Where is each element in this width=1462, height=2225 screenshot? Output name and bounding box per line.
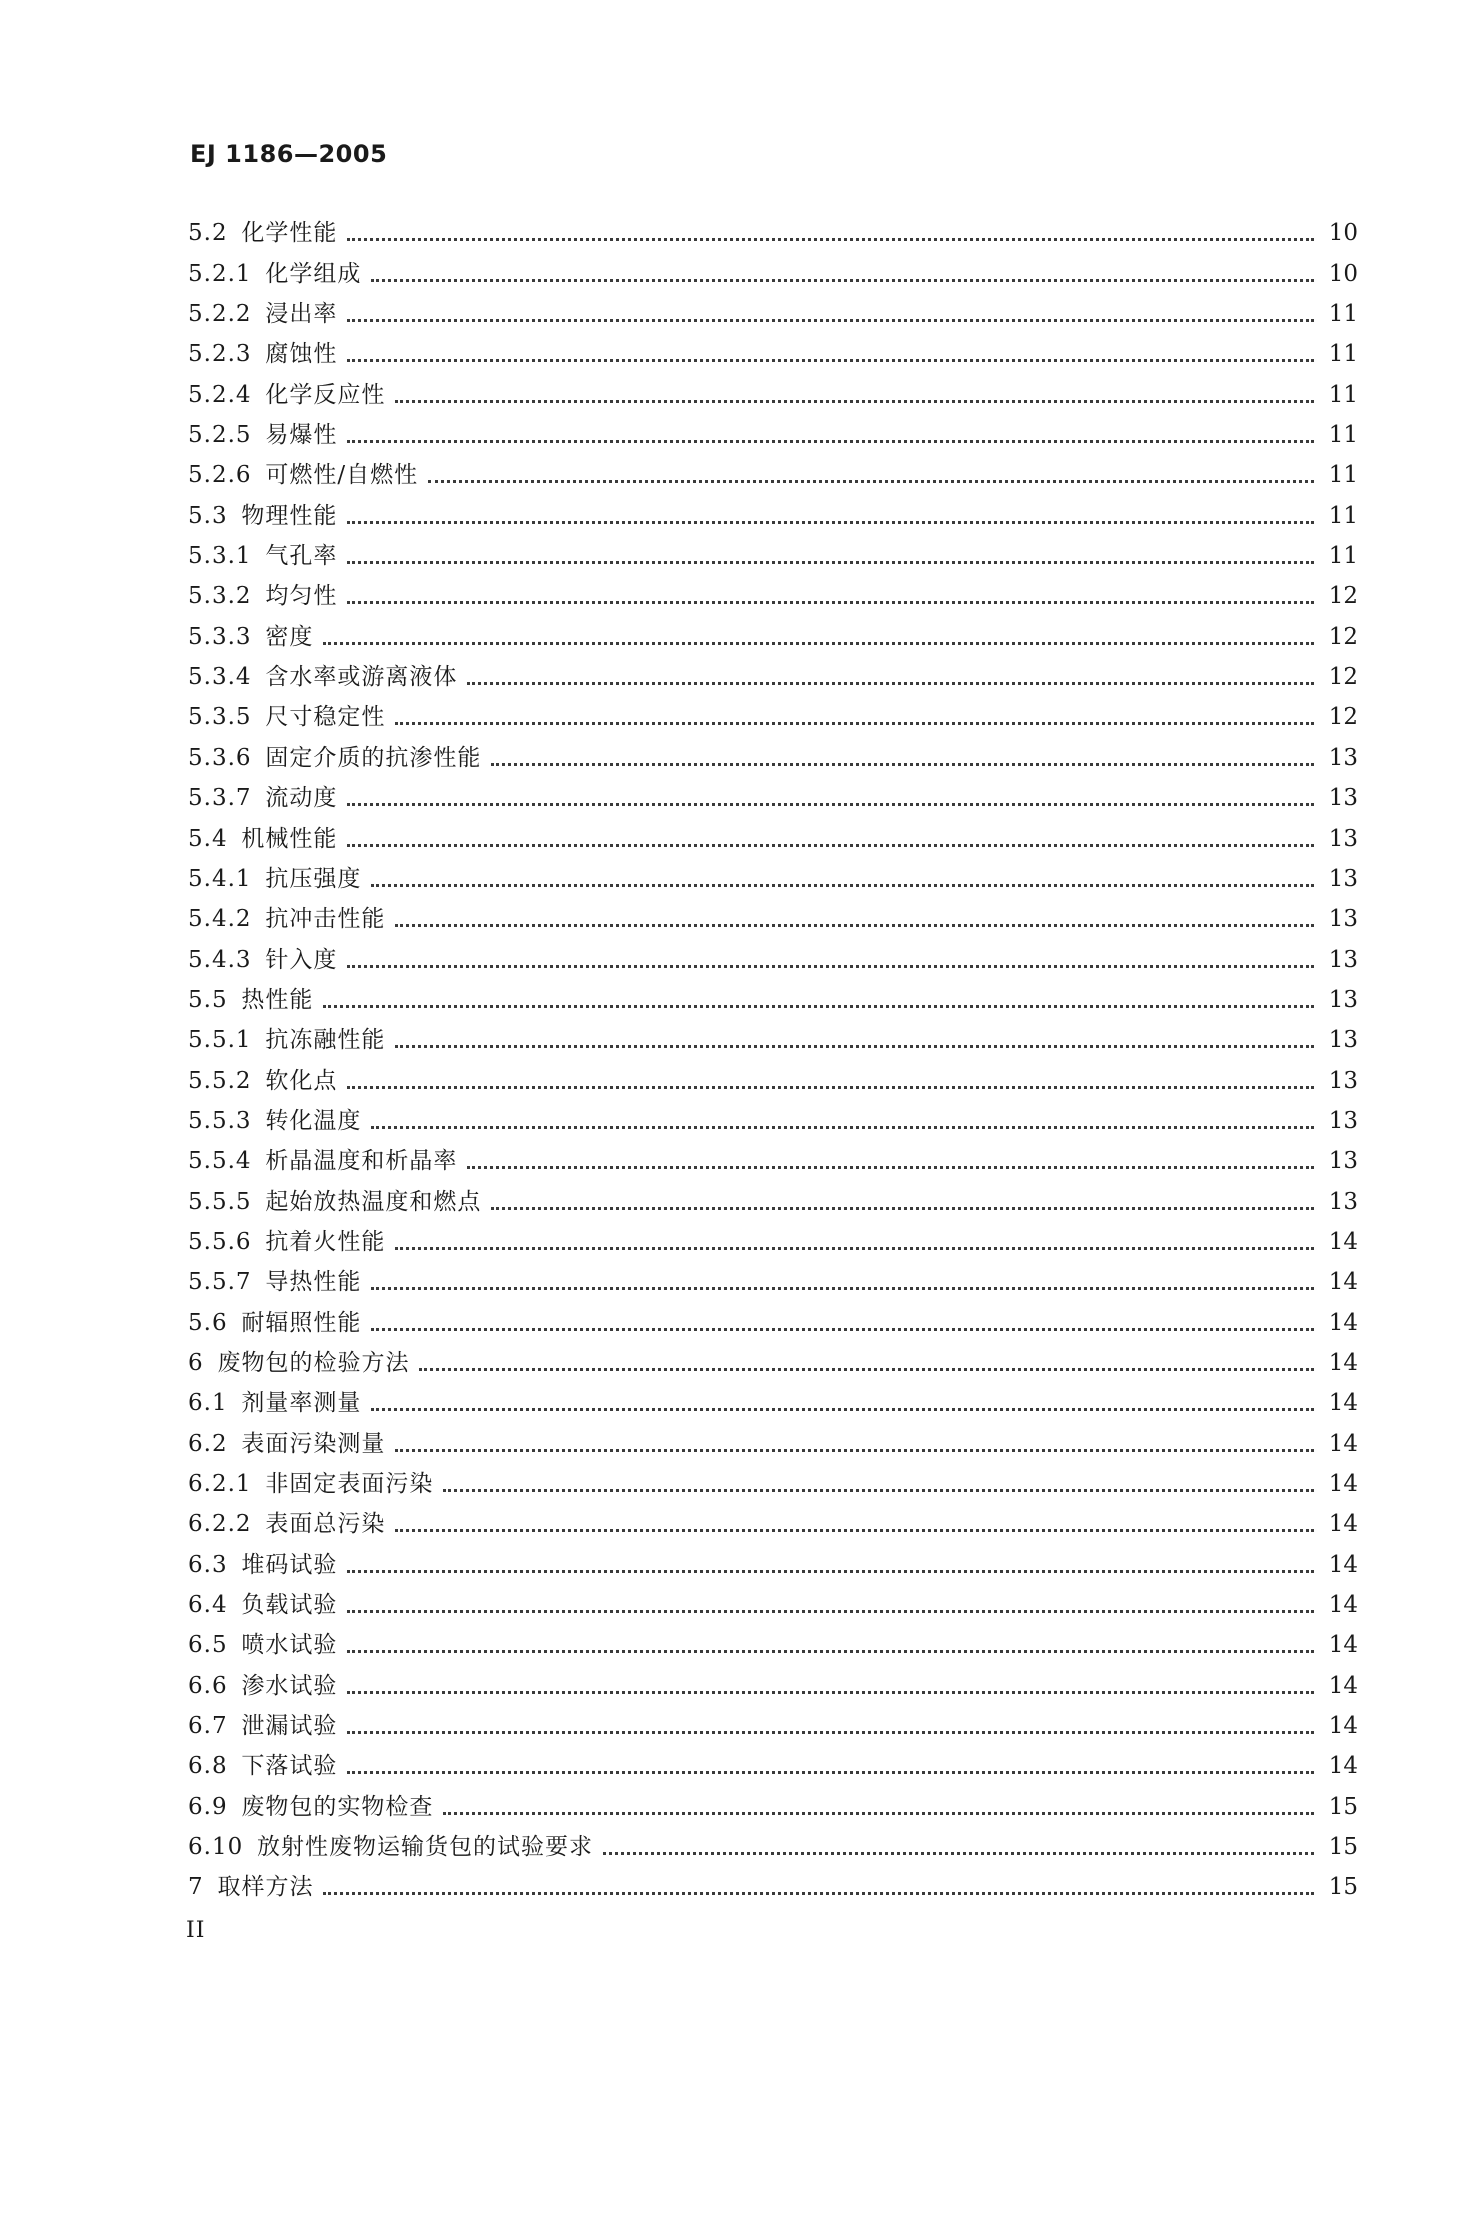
toc-entry-page-number: 14 bbox=[1328, 1672, 1358, 1699]
toc-entry-page-number: 14 bbox=[1328, 1713, 1358, 1740]
toc-entry-title: 废物包的检验方法 bbox=[217, 1349, 410, 1376]
toc-entry-title: 取样方法 bbox=[217, 1874, 314, 1901]
toc-entry-page-number: 14 bbox=[1328, 1632, 1358, 1659]
toc-entry-title: 析晶温度和析晶率 bbox=[265, 1148, 458, 1175]
toc-entry-page-number: 14 bbox=[1328, 1753, 1358, 1780]
toc-entry[interactable] bbox=[188, 1052, 1358, 1092]
toc-entry-title: 化学组成 bbox=[265, 260, 362, 287]
toc-entry[interactable] bbox=[188, 1335, 1358, 1375]
toc-entry[interactable] bbox=[188, 1093, 1358, 1133]
toc-entry-title: 放射性废物运输货包的试验要求 bbox=[257, 1834, 594, 1861]
toc-entry-page-number: 13 bbox=[1328, 1027, 1358, 1054]
toc-entry[interactable] bbox=[188, 1819, 1358, 1859]
toc-entry-number: 5.4.1 bbox=[188, 865, 252, 892]
toc-entry-number: 6.8 bbox=[188, 1753, 228, 1780]
toc-entry-title: 渗水试验 bbox=[241, 1672, 338, 1699]
toc-entry-page-number: 14 bbox=[1328, 1349, 1358, 1376]
toc-entry-title: 导热性能 bbox=[265, 1269, 362, 1296]
toc-entry-page-number: 12 bbox=[1328, 583, 1358, 610]
toc-entry-leader-dots bbox=[603, 1852, 1314, 1855]
toc-entry-title: 尺寸稳定性 bbox=[265, 704, 386, 731]
toc-entry[interactable] bbox=[188, 689, 1358, 729]
toc-entry-page-number: 13 bbox=[1328, 1067, 1358, 1094]
toc-entry-number: 6.1 bbox=[188, 1390, 228, 1417]
toc-entry-page-number: 13 bbox=[1328, 906, 1358, 933]
page-footer-number: II bbox=[186, 1918, 206, 1943]
toc-entry-page-number: 14 bbox=[1328, 1592, 1358, 1619]
toc-entry-leader-dots bbox=[395, 1449, 1314, 1452]
toc-entry[interactable] bbox=[188, 326, 1358, 366]
toc-entry[interactable] bbox=[188, 1214, 1358, 1254]
toc-entry-title: 非固定表面污染 bbox=[265, 1471, 434, 1497]
toc-entry-leader-dots bbox=[395, 1247, 1314, 1250]
toc-entry-page-number: 11 bbox=[1328, 502, 1358, 529]
toc-entry-number: 6.6 bbox=[188, 1672, 228, 1699]
toc-entry-leader-dots bbox=[371, 279, 1314, 282]
toc-entry-leader-dots bbox=[347, 238, 1314, 241]
toc-entry-page-number: 11 bbox=[1328, 543, 1358, 570]
toc-entry-page-number: 11 bbox=[1328, 381, 1358, 408]
toc-entry-number: 5.2.4 bbox=[188, 381, 252, 408]
toc-entry-number: 5.5.2 bbox=[188, 1067, 252, 1094]
toc-entry-title: 耐辐照性能 bbox=[241, 1309, 362, 1336]
toc-entry-page-number: 15 bbox=[1328, 1874, 1358, 1901]
toc-entry-page-number: 11 bbox=[1328, 422, 1358, 449]
toc-entry[interactable] bbox=[188, 851, 1358, 891]
toc-entry-page-number: 12 bbox=[1328, 623, 1358, 650]
toc-entry-leader-dots bbox=[371, 884, 1314, 887]
toc-entry-title: 堆码试验 bbox=[241, 1551, 338, 1578]
toc-entry-number: 6.2 bbox=[188, 1430, 228, 1457]
toc-entry[interactable] bbox=[188, 1375, 1358, 1415]
toc-entry-leader-dots bbox=[347, 319, 1314, 322]
toc-entry[interactable] bbox=[188, 1536, 1358, 1576]
toc-entry-page-number: 10 bbox=[1328, 260, 1358, 287]
toc-entry-leader-dots bbox=[347, 440, 1314, 443]
toc-entry[interactable] bbox=[188, 1496, 1358, 1536]
toc-entry-title: 抗冻融性能 bbox=[265, 1027, 386, 1054]
toc-entry-title: 表面总污染 bbox=[265, 1511, 386, 1538]
toc-entry-leader-dots bbox=[395, 1045, 1314, 1048]
toc-entry-page-number: 12 bbox=[1328, 704, 1358, 731]
toc-entry-page-number: 15 bbox=[1328, 1793, 1358, 1820]
toc-entry-number: 5.3 bbox=[188, 502, 228, 529]
toc-entry-title: 负载试验 bbox=[241, 1592, 338, 1619]
toc-entry[interactable] bbox=[188, 286, 1358, 326]
toc-entry-leader-dots bbox=[491, 1207, 1314, 1210]
toc-entry[interactable] bbox=[188, 649, 1358, 689]
toc-entry[interactable] bbox=[188, 1698, 1358, 1738]
toc-entry[interactable] bbox=[188, 1294, 1358, 1334]
toc-entry-page-number: 14 bbox=[1328, 1309, 1358, 1336]
toc-entry-leader-dots bbox=[347, 1731, 1314, 1734]
toc-entry-leader-dots bbox=[395, 1529, 1314, 1532]
toc-entry-title: 表面污染测量 bbox=[241, 1430, 386, 1457]
toc-entry-page-number: 13 bbox=[1328, 785, 1358, 812]
toc-entry[interactable] bbox=[188, 1415, 1358, 1455]
toc-entry-leader-dots bbox=[371, 1287, 1314, 1290]
toc-entry-leader-dots bbox=[467, 1166, 1314, 1169]
toc-entry-number: 5.2.5 bbox=[188, 422, 252, 449]
toc-entry-title: 转化温度 bbox=[265, 1107, 362, 1134]
toc-entry-title: 喷水试验 bbox=[241, 1632, 338, 1659]
toc-entry-number: 5.5.1 bbox=[188, 1027, 252, 1054]
toc-entry-title: 针入度 bbox=[265, 946, 338, 973]
toc-entry[interactable] bbox=[188, 1173, 1358, 1213]
toc-entry[interactable] bbox=[188, 1456, 1358, 1496]
toc-entry-number: 5.2.6 bbox=[188, 462, 252, 489]
toc-entry-leader-dots bbox=[347, 1691, 1314, 1694]
toc-entry-title: 含水率或游离液体 bbox=[265, 664, 458, 691]
toc-entry-page-number: 14 bbox=[1328, 1511, 1358, 1538]
toc-entry-leader-dots bbox=[323, 1005, 1314, 1008]
toc-entry-leader-dots bbox=[323, 642, 1314, 645]
toc-entry-number: 5.2 bbox=[188, 220, 228, 247]
toc-entry-number: 5.5.6 bbox=[188, 1228, 252, 1255]
toc-entry-leader-dots bbox=[347, 601, 1314, 604]
toc-entry[interactable] bbox=[188, 1778, 1358, 1818]
toc-entry-title: 软化点 bbox=[265, 1067, 338, 1094]
toc-entry-title: 机械性能 bbox=[241, 825, 338, 852]
toc-entry-number: 5.3.3 bbox=[188, 623, 252, 650]
toc-entry-number: 5.5 bbox=[188, 986, 228, 1013]
toc-entry-leader-dots bbox=[371, 1328, 1314, 1331]
toc-entry-title: 可燃性/自燃性 bbox=[265, 462, 419, 489]
toc-entry-title: 固定介质的抗渗性能 bbox=[265, 744, 482, 771]
toc-entry-leader-dots bbox=[395, 924, 1314, 927]
toc-entry-page-number: 13 bbox=[1328, 1107, 1358, 1134]
toc-entry[interactable] bbox=[188, 810, 1358, 850]
toc-entry-leader-dots bbox=[467, 682, 1314, 685]
toc-entry-number: 6.2.2 bbox=[188, 1511, 252, 1538]
toc-entry-number: 5.6 bbox=[188, 1309, 228, 1336]
toc-entry-leader-dots bbox=[347, 844, 1314, 847]
toc-entry-page-number: 11 bbox=[1328, 462, 1358, 489]
toc-entry[interactable] bbox=[188, 891, 1358, 931]
table-of-contents bbox=[188, 205, 1358, 1899]
toc-entry-title: 起始放热温度和燃点 bbox=[265, 1188, 482, 1215]
toc-entry-number: 6.2.1 bbox=[188, 1471, 252, 1497]
toc-entry-leader-dots bbox=[419, 1368, 1314, 1371]
toc-entry-number: 5.3.4 bbox=[188, 664, 252, 691]
toc-entry-number: 5.2.3 bbox=[188, 341, 252, 368]
toc-entry-page-number: 13 bbox=[1328, 986, 1358, 1013]
toc-entry-number: 5.3.7 bbox=[188, 785, 252, 812]
toc-entry[interactable] bbox=[188, 1133, 1358, 1173]
toc-entry[interactable] bbox=[188, 729, 1358, 769]
toc-entry-leader-dots bbox=[347, 521, 1314, 524]
toc-entry-page-number: 13 bbox=[1328, 865, 1358, 892]
toc-entry-number: 6.4 bbox=[188, 1592, 228, 1619]
toc-entry-number: 6 bbox=[188, 1349, 204, 1376]
toc-entry-number: 6.3 bbox=[188, 1551, 228, 1578]
toc-entry-page-number: 13 bbox=[1328, 946, 1358, 973]
toc-entry-number: 5.5.5 bbox=[188, 1188, 252, 1215]
toc-entry-title: 腐蚀性 bbox=[265, 341, 338, 368]
toc-entry-page-number: 15 bbox=[1328, 1834, 1358, 1861]
toc-entry-leader-dots bbox=[395, 722, 1314, 725]
toc-entry-leader-dots bbox=[347, 965, 1314, 968]
toc-entry-page-number: 13 bbox=[1328, 1188, 1358, 1215]
toc-entry-leader-dots bbox=[428, 480, 1314, 483]
page-header-standard-code: EJ 1186—2005 bbox=[190, 140, 388, 168]
toc-entry[interactable] bbox=[188, 407, 1358, 447]
toc-entry-page-number: 11 bbox=[1328, 341, 1358, 368]
toc-entry-leader-dots bbox=[443, 1812, 1314, 1815]
toc-entry-page-number: 14 bbox=[1328, 1390, 1358, 1417]
toc-entry[interactable] bbox=[188, 608, 1358, 648]
toc-entry[interactable] bbox=[188, 931, 1358, 971]
toc-entry-leader-dots bbox=[491, 763, 1314, 766]
toc-entry[interactable] bbox=[188, 568, 1358, 608]
toc-entry-number: 5.2.2 bbox=[188, 301, 252, 328]
toc-entry-leader-dots bbox=[395, 400, 1314, 403]
toc-entry-title: 气孔率 bbox=[265, 543, 338, 570]
toc-entry-page-number: 13 bbox=[1328, 744, 1358, 771]
toc-entry[interactable] bbox=[188, 770, 1358, 810]
toc-entry[interactable] bbox=[188, 1577, 1358, 1617]
toc-entry-number: 5.4.3 bbox=[188, 946, 252, 973]
toc-entry-leader-dots bbox=[347, 1086, 1314, 1089]
toc-entry-number: 5.3.2 bbox=[188, 583, 252, 610]
toc-entry[interactable] bbox=[188, 972, 1358, 1012]
toc-entry-number: 5.2.1 bbox=[188, 260, 252, 287]
toc-entry-title: 泄漏试验 bbox=[241, 1713, 338, 1740]
toc-entry-title: 热性能 bbox=[241, 986, 314, 1013]
toc-entry-title: 抗着火性能 bbox=[265, 1228, 386, 1255]
toc-entry-number: 6.7 bbox=[188, 1713, 228, 1740]
toc-entry-leader-dots bbox=[347, 1610, 1314, 1613]
toc-entry-leader-dots bbox=[323, 1892, 1314, 1895]
toc-entry-title: 废物包的实物检查 bbox=[241, 1793, 434, 1820]
toc-entry-title: 密度 bbox=[265, 623, 314, 650]
toc-entry[interactable] bbox=[188, 528, 1358, 568]
toc-entry-number: 5.3.6 bbox=[188, 744, 252, 771]
toc-entry-page-number: 14 bbox=[1328, 1430, 1358, 1457]
toc-entry-page-number: 12 bbox=[1328, 664, 1358, 691]
toc-entry-page-number: 14 bbox=[1328, 1551, 1358, 1578]
toc-entry-number: 7 bbox=[188, 1874, 204, 1901]
toc-entry[interactable] bbox=[188, 447, 1358, 487]
toc-entry-leader-dots bbox=[371, 1126, 1314, 1129]
toc-entry-leader-dots bbox=[443, 1489, 1314, 1492]
toc-entry-page-number: 10 bbox=[1328, 220, 1358, 247]
toc-entry-title: 物理性能 bbox=[241, 502, 338, 529]
toc-entry[interactable] bbox=[188, 205, 1358, 245]
toc-entry-title: 均匀性 bbox=[265, 583, 338, 610]
toc-entry-page-number: 14 bbox=[1328, 1471, 1358, 1497]
toc-entry-page-number: 13 bbox=[1328, 1148, 1358, 1175]
toc-entry-number: 6.10 bbox=[188, 1834, 244, 1861]
toc-entry-leader-dots bbox=[347, 1570, 1314, 1573]
toc-entry[interactable] bbox=[188, 245, 1358, 285]
toc-entry-number: 5.4 bbox=[188, 825, 228, 852]
toc-entry[interactable] bbox=[188, 487, 1358, 527]
toc-entry[interactable] bbox=[188, 1254, 1358, 1294]
toc-entry-title: 抗压强度 bbox=[265, 865, 362, 892]
toc-entry-number: 6.9 bbox=[188, 1793, 228, 1820]
toc-entry[interactable] bbox=[188, 1738, 1358, 1778]
toc-entry-title: 浸出率 bbox=[265, 301, 338, 328]
toc-entry[interactable] bbox=[188, 1012, 1358, 1052]
toc-entry-page-number: 11 bbox=[1328, 301, 1358, 328]
toc-entry-leader-dots bbox=[347, 1771, 1314, 1774]
toc-entry-title: 抗冲击性能 bbox=[265, 906, 386, 933]
toc-entry-page-number: 14 bbox=[1328, 1228, 1358, 1255]
toc-entry-number: 5.5.4 bbox=[188, 1148, 252, 1175]
toc-entry-title: 易爆性 bbox=[265, 422, 338, 449]
toc-entry-title: 流动度 bbox=[265, 785, 338, 812]
toc-entry[interactable] bbox=[188, 366, 1358, 406]
toc-entry-number: 5.3.1 bbox=[188, 543, 252, 570]
toc-entry-number: 5.5.3 bbox=[188, 1107, 252, 1134]
toc-entry-title: 下落试验 bbox=[241, 1753, 338, 1780]
toc-entry-number: 5.3.5 bbox=[188, 704, 252, 731]
toc-entry-page-number: 14 bbox=[1328, 1269, 1358, 1296]
toc-entry-title: 化学反应性 bbox=[265, 381, 386, 408]
toc-entry-leader-dots bbox=[371, 1408, 1314, 1411]
toc-entry-title: 化学性能 bbox=[241, 220, 338, 247]
toc-entry-page-number: 13 bbox=[1328, 825, 1358, 852]
toc-entry-leader-dots bbox=[347, 561, 1314, 564]
toc-entry-title: 剂量率测量 bbox=[241, 1390, 362, 1417]
toc-entry[interactable] bbox=[188, 1657, 1358, 1697]
toc-entry[interactable] bbox=[188, 1859, 1358, 1899]
toc-entry-number: 5.5.7 bbox=[188, 1269, 252, 1296]
toc-entry[interactable] bbox=[188, 1617, 1358, 1657]
toc-entry-leader-dots bbox=[347, 359, 1314, 362]
toc-entry-leader-dots bbox=[347, 1650, 1314, 1653]
toc-entry-number: 5.4.2 bbox=[188, 906, 252, 933]
toc-entry-number: 6.5 bbox=[188, 1632, 228, 1659]
toc-entry-leader-dots bbox=[347, 803, 1314, 806]
